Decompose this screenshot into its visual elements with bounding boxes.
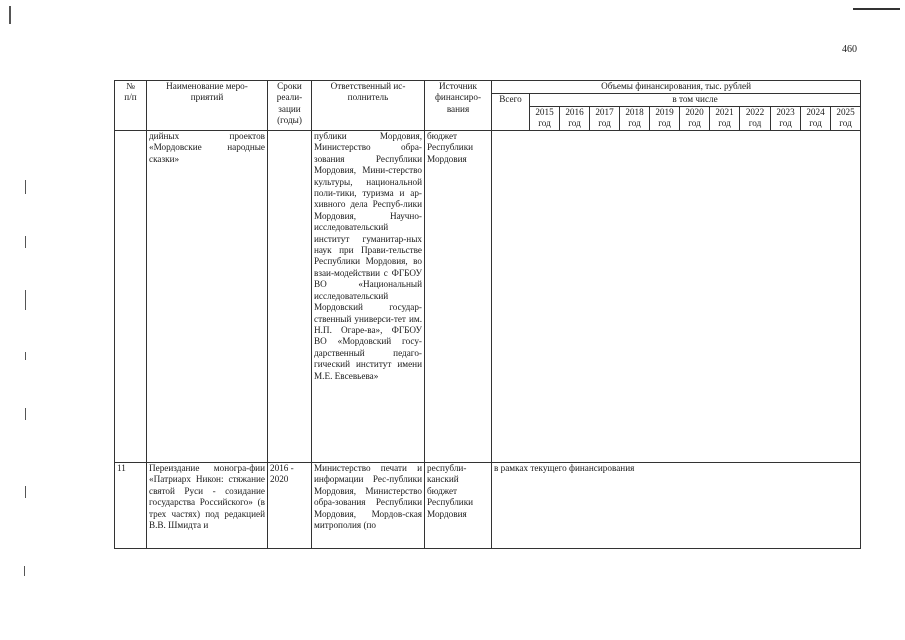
- header-year: 2023 год: [771, 107, 801, 131]
- header-year: 2025 год: [831, 107, 861, 131]
- header-responsible: Ответственный ис- полнитель: [312, 81, 425, 131]
- scan-mark: [25, 486, 26, 498]
- header-source: Источник финансиро- вания: [425, 81, 492, 131]
- page-number: 460: [842, 44, 857, 55]
- header-year: 2024 год: [801, 107, 831, 131]
- header-year: 2022 год: [740, 107, 771, 131]
- row-name: Переиздание моногра-фии «Патриарх Никон: стяжание святой Руси - созидание государства Российского» (в трех частях) под редакцией В.В. Шмидта и: [147, 463, 268, 549]
- table-row: [115, 463, 861, 549]
- header-year: 2021 год: [710, 107, 740, 131]
- row-name: дийных проектов «Мордовские народные сказки»: [147, 131, 268, 463]
- header-year: 2018 год: [620, 107, 650, 131]
- header-including: в том числе: [530, 94, 861, 107]
- header-num: № п/п: [115, 81, 147, 131]
- header-year: 2019 год: [650, 107, 680, 131]
- row-terms: 2016 - 2020: [268, 463, 312, 549]
- financing-table: [114, 80, 861, 549]
- scan-mark: [25, 352, 26, 360]
- row-terms: [268, 131, 312, 463]
- row-responsible: публики Мордовия, Министерство обра-зования Республики Мордовия, Мини-стерство культуры, национальной поли-тики, туризма и ар-хивного дела Респуб-лики Мордовия, Научно-исследовательский институт гуманитар-ных наук при Прави-тельстве Республики Мордовия, во взаи-модействии с ФГБОУ ВО «Национальный исследовательский Мордовский государ-ственный универси-тет им. Н.П. Огаре-ва», ФГБОУ ВО «Мордовский госу-дарственный педаго-гический институт имени М.Е. Евсевьева»: [312, 131, 425, 463]
- scan-mark: [25, 290, 26, 310]
- header-terms: Сроки реали- зации (годы): [268, 81, 312, 131]
- top-rule: [853, 8, 900, 10]
- header-name: Наименование меро- приятий: [147, 81, 268, 131]
- row-num: [115, 131, 147, 463]
- header-total: Всего: [492, 94, 530, 131]
- row-financing: в рамках текущего финансирования: [492, 463, 861, 549]
- row-responsible: Министерство печати и информации Рес-публики Мордовия, Министерство обра-зования Республики Мордовия, Мордов-ская митрополия (по: [312, 463, 425, 549]
- row-num: 11: [115, 463, 147, 549]
- header-year: 2017 год: [590, 107, 620, 131]
- header-year: 2020 год: [680, 107, 710, 131]
- scan-mark: [25, 408, 26, 420]
- table-row: [115, 131, 861, 463]
- header-year: 2016 год: [560, 107, 590, 131]
- scan-mark: [25, 236, 26, 248]
- header-year: 2015 год: [530, 107, 560, 131]
- scan-mark: [25, 180, 26, 194]
- scan-mark: [9, 6, 11, 24]
- scan-mark: [24, 566, 25, 576]
- row-financing: [492, 131, 861, 463]
- row-source: республи-канский бюджет Республики Мордовия: [425, 463, 492, 549]
- row-source: бюджет Республики Мордовия: [425, 131, 492, 463]
- header-volumes: Объемы финансирования, тыс. рублей: [492, 81, 861, 94]
